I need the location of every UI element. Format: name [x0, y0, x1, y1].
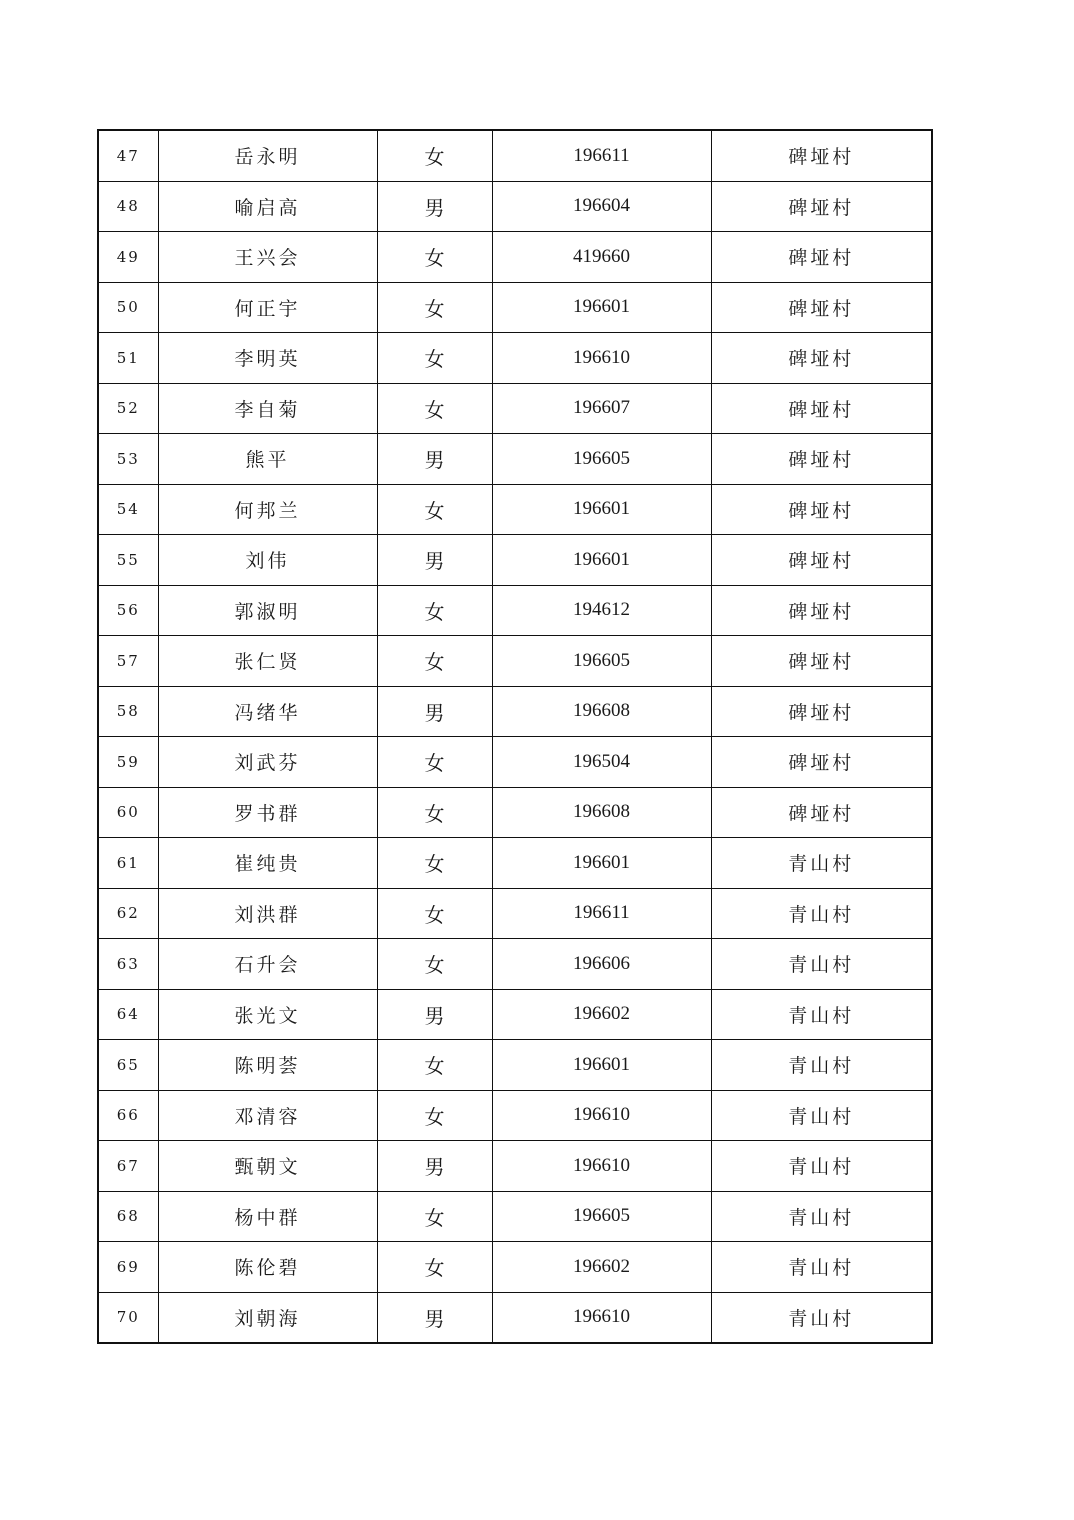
- person-name-cell: 王兴会: [158, 232, 377, 283]
- table-row: [98, 787, 932, 838]
- gender-cell: 女: [377, 282, 492, 333]
- gender-cell: 女: [377, 383, 492, 434]
- birth-date-cell: 196601: [492, 838, 711, 889]
- table-row: [98, 1242, 932, 1293]
- village-cell: 青山村: [711, 838, 932, 889]
- gender-cell: 女: [377, 130, 492, 181]
- table-row: [98, 484, 932, 535]
- table-row: [98, 1141, 932, 1192]
- person-name-cell: 崔纯贵: [158, 838, 377, 889]
- table-row: [98, 181, 932, 232]
- table-row: [98, 383, 932, 434]
- person-name-cell: 杨中群: [158, 1191, 377, 1242]
- person-name-cell: 刘武芬: [158, 737, 377, 788]
- birth-date-cell: 196504: [492, 737, 711, 788]
- gender-cell: 女: [377, 1040, 492, 1091]
- row-number-cell: 65: [98, 1040, 158, 1091]
- gender-cell: 女: [377, 1090, 492, 1141]
- person-name-cell: 石升会: [158, 939, 377, 990]
- village-cell: 青山村: [711, 1090, 932, 1141]
- birth-date-cell: 196610: [492, 1141, 711, 1192]
- village-cell: 碑垭村: [711, 585, 932, 636]
- table-row: [98, 434, 932, 485]
- village-cell: 碑垭村: [711, 484, 932, 535]
- village-cell: 青山村: [711, 888, 932, 939]
- gender-cell: 女: [377, 1191, 492, 1242]
- table-row: [98, 1191, 932, 1242]
- person-name-cell: 刘伟: [158, 535, 377, 586]
- birth-date-cell: 196605: [492, 636, 711, 687]
- gender-cell: 男: [377, 535, 492, 586]
- birth-date-cell: 196601: [492, 1040, 711, 1091]
- village-cell: 碑垭村: [711, 282, 932, 333]
- gender-cell: 女: [377, 232, 492, 283]
- person-name-cell: 邓清容: [158, 1090, 377, 1141]
- birth-date-cell: 196601: [492, 282, 711, 333]
- row-number-cell: 52: [98, 383, 158, 434]
- birth-date-cell: 196608: [492, 686, 711, 737]
- birth-date-cell: 196606: [492, 939, 711, 990]
- table-row: [98, 888, 932, 939]
- person-name-cell: 罗书群: [158, 787, 377, 838]
- table-row: [98, 636, 932, 687]
- row-number-cell: 68: [98, 1191, 158, 1242]
- gender-cell: 女: [377, 737, 492, 788]
- row-number-cell: 60: [98, 787, 158, 838]
- row-number-cell: 48: [98, 181, 158, 232]
- roster-table: [97, 129, 933, 1344]
- person-name-cell: 郭淑明: [158, 585, 377, 636]
- village-cell: 碑垭村: [711, 787, 932, 838]
- row-number-cell: 67: [98, 1141, 158, 1192]
- table-row: [98, 535, 932, 586]
- birth-date-cell: 196605: [492, 434, 711, 485]
- person-name-cell: 何邦兰: [158, 484, 377, 535]
- village-cell: 青山村: [711, 1191, 932, 1242]
- table-row: [98, 1040, 932, 1091]
- row-number-cell: 61: [98, 838, 158, 889]
- table-row: [98, 1090, 932, 1141]
- table-row: [98, 686, 932, 737]
- row-number-cell: 56: [98, 585, 158, 636]
- person-name-cell: 冯绪华: [158, 686, 377, 737]
- table-row: [98, 232, 932, 283]
- table-row: [98, 585, 932, 636]
- birth-date-cell: 196601: [492, 484, 711, 535]
- row-number-cell: 53: [98, 434, 158, 485]
- birth-date-cell: 196611: [492, 130, 711, 181]
- row-number-cell: 55: [98, 535, 158, 586]
- row-number-cell: 50: [98, 282, 158, 333]
- birth-date-cell: 196601: [492, 535, 711, 586]
- village-cell: 青山村: [711, 1242, 932, 1293]
- village-cell: 碑垭村: [711, 181, 932, 232]
- row-number-cell: 54: [98, 484, 158, 535]
- birth-date-cell: 196605: [492, 1191, 711, 1242]
- village-cell: 青山村: [711, 939, 932, 990]
- birth-date-cell: 196607: [492, 383, 711, 434]
- person-name-cell: 熊平: [158, 434, 377, 485]
- gender-cell: 女: [377, 1242, 492, 1293]
- row-number-cell: 69: [98, 1242, 158, 1293]
- person-name-cell: 张仁贤: [158, 636, 377, 687]
- birth-date-cell: 194612: [492, 585, 711, 636]
- gender-cell: 女: [377, 787, 492, 838]
- person-name-cell: 张光文: [158, 989, 377, 1040]
- person-name-cell: 何正宇: [158, 282, 377, 333]
- village-cell: 碑垭村: [711, 636, 932, 687]
- gender-cell: 女: [377, 333, 492, 384]
- village-cell: 碑垭村: [711, 434, 932, 485]
- table-row: [98, 838, 932, 889]
- village-cell: 碑垭村: [711, 333, 932, 384]
- person-name-cell: 陈明荟: [158, 1040, 377, 1091]
- village-cell: 碑垭村: [711, 686, 932, 737]
- row-number-cell: 58: [98, 686, 158, 737]
- gender-cell: 男: [377, 181, 492, 232]
- person-name-cell: 岳永明: [158, 130, 377, 181]
- row-number-cell: 57: [98, 636, 158, 687]
- village-cell: 青山村: [711, 1141, 932, 1192]
- gender-cell: 女: [377, 888, 492, 939]
- birth-date-cell: 196610: [492, 1292, 711, 1343]
- gender-cell: 女: [377, 636, 492, 687]
- table-row: [98, 737, 932, 788]
- village-cell: 碑垭村: [711, 130, 932, 181]
- roster-table-body: [98, 130, 932, 1343]
- person-name-cell: 刘朝海: [158, 1292, 377, 1343]
- village-cell: 青山村: [711, 1292, 932, 1343]
- birth-date-cell: 196604: [492, 181, 711, 232]
- row-number-cell: 51: [98, 333, 158, 384]
- row-number-cell: 70: [98, 1292, 158, 1343]
- gender-cell: 女: [377, 484, 492, 535]
- birth-date-cell: 196610: [492, 333, 711, 384]
- row-number-cell: 62: [98, 888, 158, 939]
- person-name-cell: 李自菊: [158, 383, 377, 434]
- row-number-cell: 66: [98, 1090, 158, 1141]
- birth-date-cell: 196602: [492, 1242, 711, 1293]
- village-cell: 碑垭村: [711, 232, 932, 283]
- gender-cell: 男: [377, 1141, 492, 1192]
- gender-cell: 女: [377, 939, 492, 990]
- person-name-cell: 刘洪群: [158, 888, 377, 939]
- gender-cell: 女: [377, 838, 492, 889]
- birth-date-cell: 196610: [492, 1090, 711, 1141]
- village-cell: 青山村: [711, 1040, 932, 1091]
- table-row: [98, 130, 932, 181]
- person-name-cell: 陈伦碧: [158, 1242, 377, 1293]
- village-cell: 碑垭村: [711, 383, 932, 434]
- row-number-cell: 63: [98, 939, 158, 990]
- table-row: [98, 333, 932, 384]
- table-row: [98, 989, 932, 1040]
- gender-cell: 男: [377, 1292, 492, 1343]
- table-row: [98, 1292, 932, 1343]
- person-name-cell: 喻启高: [158, 181, 377, 232]
- row-number-cell: 59: [98, 737, 158, 788]
- table-row: [98, 939, 932, 990]
- row-number-cell: 64: [98, 989, 158, 1040]
- village-cell: 碑垭村: [711, 737, 932, 788]
- village-cell: 青山村: [711, 989, 932, 1040]
- birth-date-cell: 196611: [492, 888, 711, 939]
- gender-cell: 男: [377, 686, 492, 737]
- person-name-cell: 甄朝文: [158, 1141, 377, 1192]
- birth-date-cell: 196608: [492, 787, 711, 838]
- row-number-cell: 49: [98, 232, 158, 283]
- birth-date-cell: 196602: [492, 989, 711, 1040]
- gender-cell: 女: [377, 585, 492, 636]
- gender-cell: 男: [377, 989, 492, 1040]
- table-row: [98, 282, 932, 333]
- gender-cell: 男: [377, 434, 492, 485]
- row-number-cell: 47: [98, 130, 158, 181]
- person-name-cell: 李明英: [158, 333, 377, 384]
- birth-date-cell: 419660: [492, 232, 711, 283]
- village-cell: 碑垭村: [711, 535, 932, 586]
